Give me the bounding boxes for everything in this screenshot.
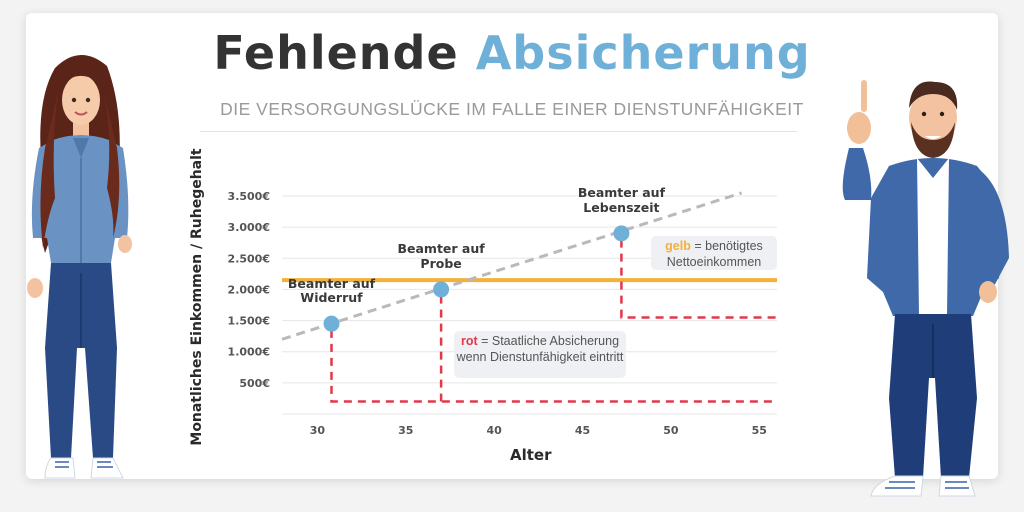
legend-note-red (454, 331, 626, 378)
y-axis-label: Monatliches Einkommen / Ruhegehalt (189, 148, 205, 446)
legend-keyword-yellow: gelb (665, 239, 691, 253)
x-tick-label: 55 (751, 424, 767, 437)
career-point-label-line1: Beamter auf (577, 185, 666, 201)
x-tick-label: 40 (486, 424, 502, 437)
legend-text-red: = Staatliche Absicherung wenn Dienstunfähigkeit eintritt (456, 334, 624, 364)
y-tick-label: 2.500€ (227, 252, 270, 266)
legend-text-yellow: = benötigtes Nettoeinkommen (666, 239, 763, 269)
career-point (324, 316, 340, 332)
career-point-label-line2: Widerruf (300, 290, 363, 306)
career-point-label (288, 277, 375, 306)
career-point-label (397, 242, 484, 271)
career-point-label-line1: Beamter auf (397, 241, 485, 257)
y-tick-label: 500€ (239, 376, 270, 390)
y-tick-label: 2.000€ (227, 283, 270, 297)
y-tick-label: 3.500€ (227, 190, 270, 203)
x-tick-label: 50 (663, 424, 679, 437)
career-point-label-line1: Beamter auf (287, 275, 376, 291)
title-part-1: Fehlende (213, 26, 459, 80)
career-point-label-line2: Lebenszeit (583, 199, 660, 215)
x-axis-label: Alter (510, 446, 552, 464)
x-tick-label: 45 (574, 424, 591, 437)
x-tick-label: 30 (309, 424, 326, 437)
career-point-label (578, 186, 665, 215)
y-tick-label: 1.000€ (227, 345, 270, 359)
career-point-label-line2: Probe (420, 255, 462, 271)
career-point (433, 281, 449, 297)
page-subtitle: DIE VERSORGUNGSLÜCKE IM FALLE EINER DIENSTUNFÄHIGKEIT (220, 99, 804, 119)
career-point (613, 225, 629, 241)
x-tick-label: 35 (398, 424, 414, 437)
legend-keyword-red: rot (460, 334, 478, 348)
title-part-2: Absicherung (475, 26, 811, 80)
legend-note-yellow (651, 236, 777, 270)
y-tick-label: 3.000€ (227, 221, 270, 235)
y-tick-label: 1.500€ (227, 314, 270, 328)
